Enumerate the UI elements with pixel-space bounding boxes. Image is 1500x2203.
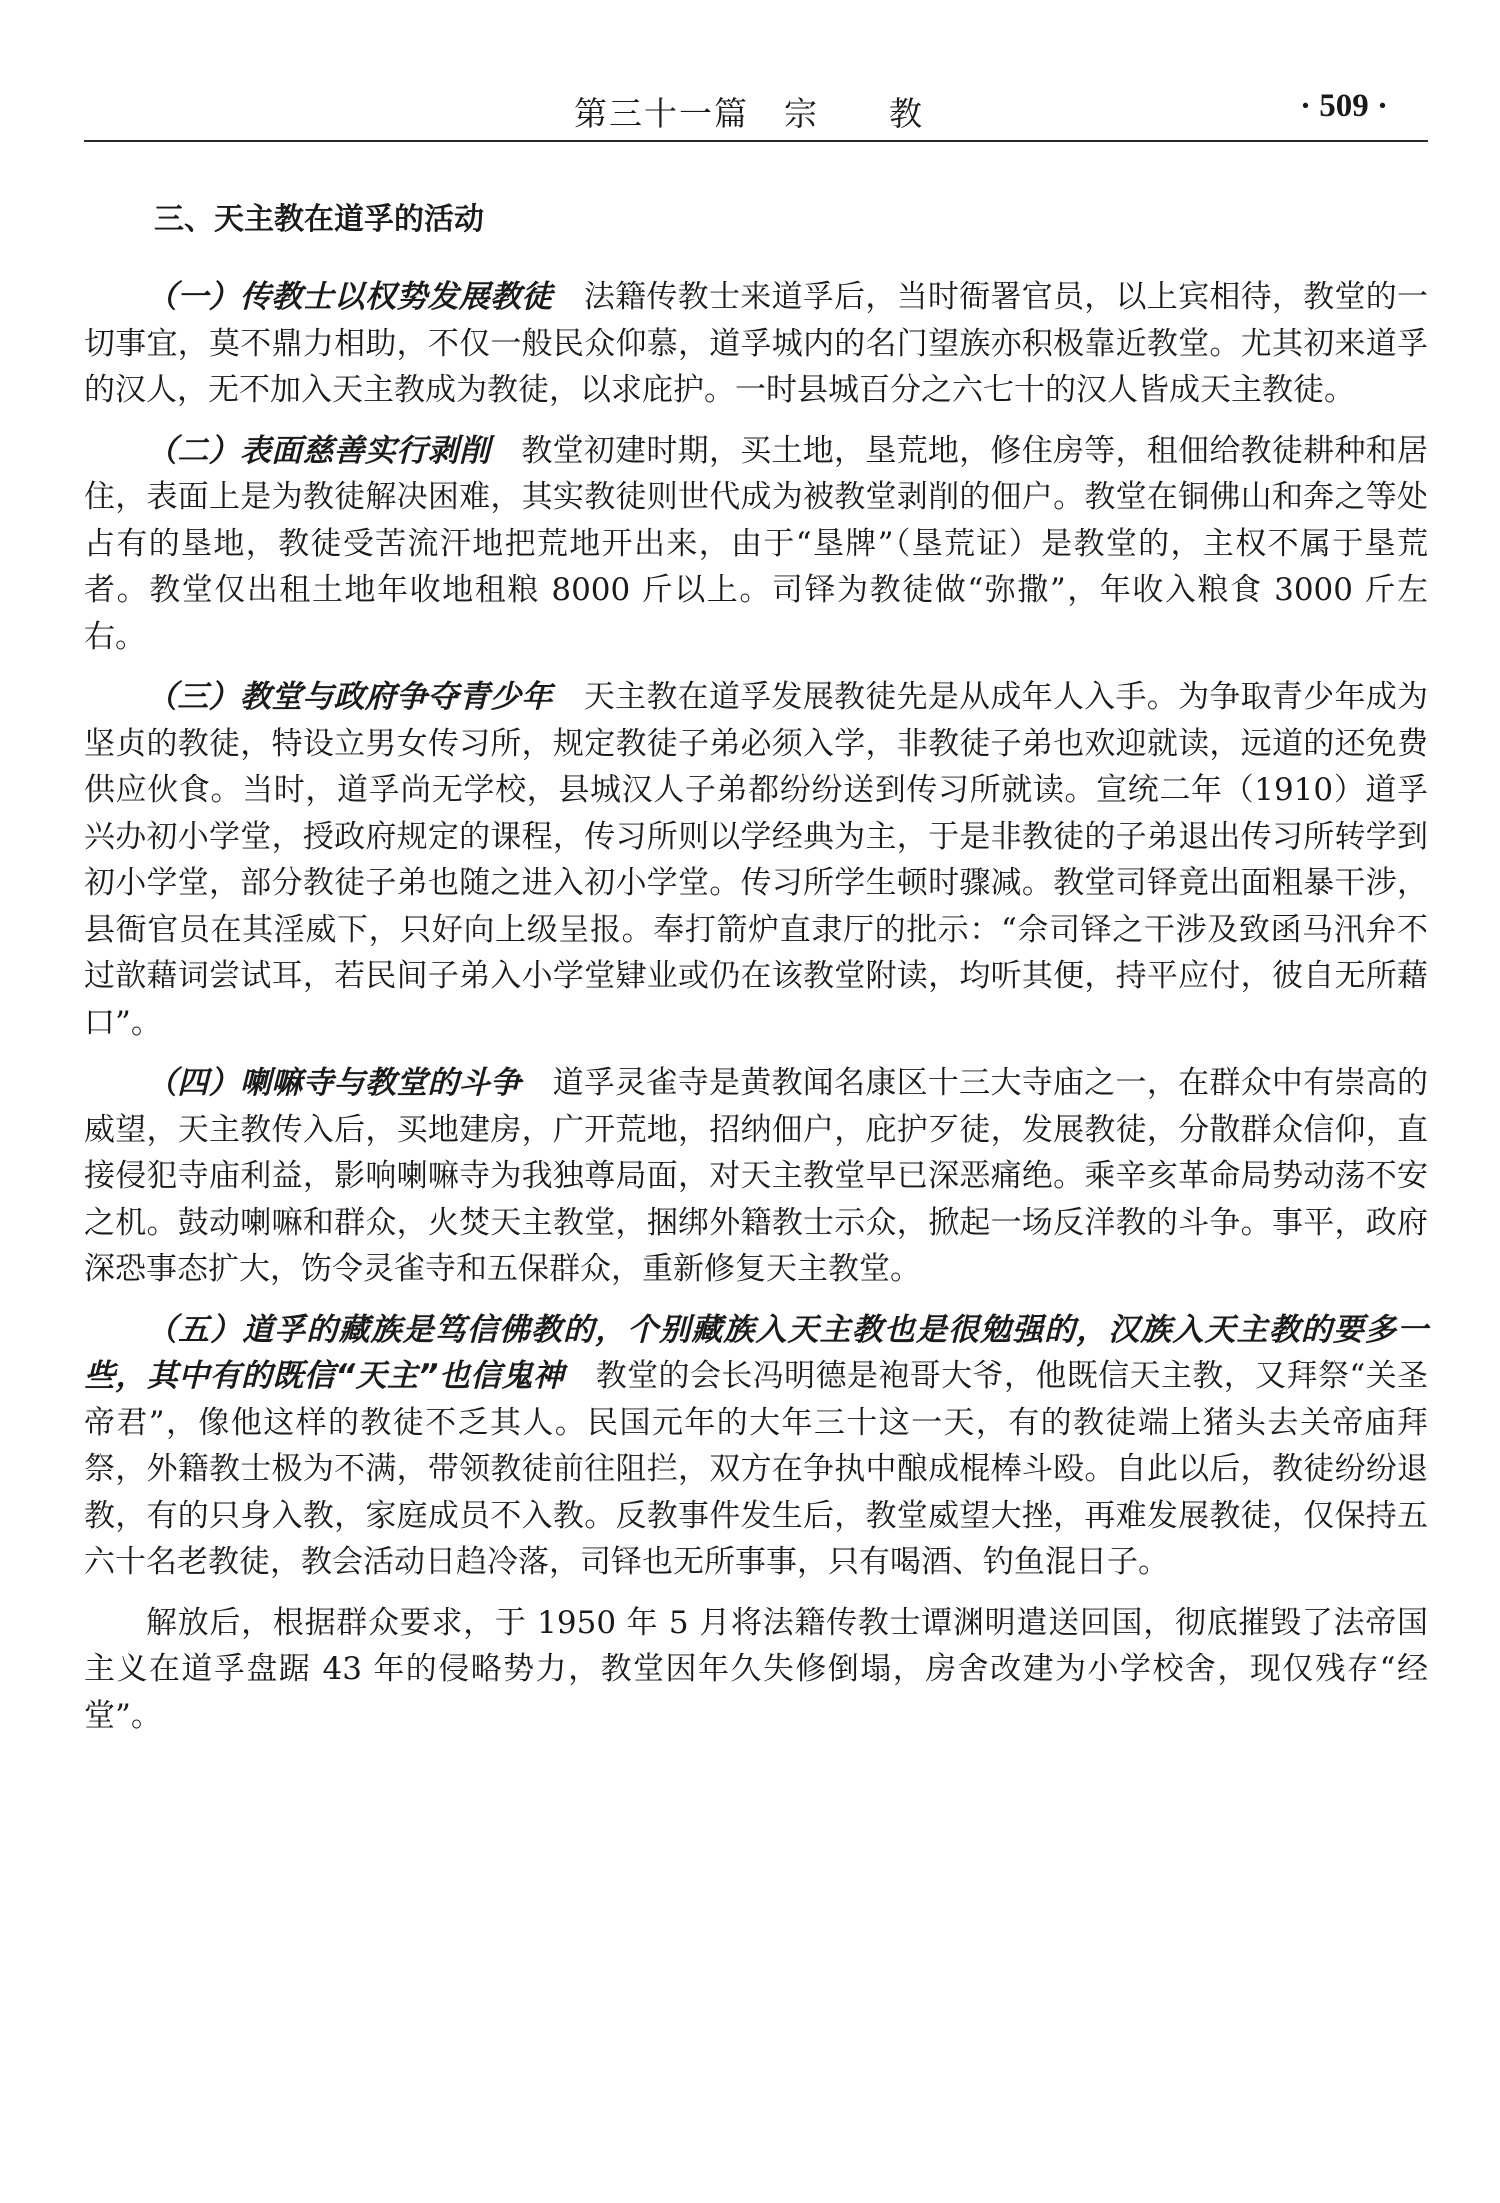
- chapter-title: 第三十一篇 宗 教: [574, 94, 924, 133]
- paragraph-2: [84, 428, 1428, 661]
- paragraph-3: [84, 674, 1428, 1046]
- page-number: · 509 ·: [1299, 88, 1388, 124]
- paragraph-4: [84, 1060, 1428, 1293]
- paragraph-lead: （四）喇嘛寺与教堂的斗争: [146, 1065, 522, 1101]
- section-heading: 三、天主教在道孚的活动: [154, 202, 484, 237]
- paragraph-lead: （三）教堂与政府争夺青少年: [146, 679, 553, 715]
- paragraph-body: 道孚灵雀寺是黄教闻名康区十三大寺庙之一，在群众中有崇高的威望，天主教传入后，买地建房，广开荒地，招纳佃户，庇护歹徒，发展教徒，分散群众信仰，直接侵犯寺庙利益，影响喇嘛寺为我独尊局面，对天主教堂早已深恶痛绝。乘辛亥革命局势动荡不安之机。鼓动喇嘛和群众，火焚天主教堂，捆绑外籍教士示众，掀起一场反洋教的斗争。事平，政府深恐事态扩大，饬令灵雀寺和五保群众，重新修复天主教堂。: [84, 1065, 1429, 1287]
- main-content: [84, 190, 1428, 1753]
- paragraph-body: 法籍传教士来道孚后，当时衙署官员，以上宾相待，教堂的一切事宜，莫不鼎力相助，不仅一般民众仰慕，道孚城内的名门望族亦积极靠近教堂。尤其初来道孚的汉人，无不加入天主教成为教徒，以求庇护。一时县城百分之六七十的汉人皆成天主教徒。: [84, 279, 1429, 408]
- page-header: [84, 84, 1428, 142]
- paragraph-body: 天主教在道孚发展教徒先是从成年人入手。为争取青少年成为坚贞的教徒，特设立男女传习所，规定教徒子弟必须入学，非教徒子弟也欢迎就读，远道的还免费供应伙食。当时，道孚尚无学校，县城汉人子弟都纷纷送到传习所就读。宣统二年（1910）道孚兴办初小学堂，授政府规定的课程，传习所则以学经典为主，于是非教徒的子弟退出传习所转学到初小学堂，部分教徒子弟也随之进入初小学堂。传习所学生顿时骤减。教堂司铎竟出面粗暴干涉，县衙官员在其淫威下，只好向上级呈报。奉打箭炉直隶厅的批示：“佘司铎之干涉及致函马汛弁不过歆藉词尝试耳，若民间子弟入小学堂肄业或仍在该教堂附读，均听其便，持平应付，彼自无所藉口”。: [84, 679, 1429, 1041]
- paragraph-lead: （一）传教士以权势发展教徒: [146, 279, 553, 315]
- paragraph-1: [84, 274, 1428, 414]
- paragraph-6: [84, 1600, 1428, 1740]
- paragraph-body: 教堂的会长冯明德是袍哥大爷，他既信天主教，又拜祭“关圣帝君”，像他这样的教徒不乏其人。民国元年的大年三十这一天，有的教徒端上猪头去关帝庙拜祭，外籍教士极为不满，带领教徒前往阻拦，双方在争执中酿成棍棒斗殴。自此以后，教徒纷纷退教，有的只身入教，家庭成员不入教。反教事件发生后，教堂威望大挫，再难发展教徒，仅保持五六十名老教徒，教会活动日趋冷落，司铎也无所事事，只有喝酒、钓鱼混日子。: [84, 1358, 1428, 1580]
- paragraph-body: 教堂初建时期，买土地，垦荒地，修住房等，租佃给教徒耕种和居住，表面上是为教徒解决困难，其实教徒则世代成为被教堂剥削的佃户。教堂在铜佛山和奔之等处占有的垦地，教徒受苦流汗地把荒地开出来，由于“垦牌”（垦荒证）是教堂的，主权不属于垦荒者。教堂仅出租土地年收地租粮 8000 斤以上。司铎为教徒做“弥撒”，年收入粮食 3000 斤左右。: [84, 432, 1429, 655]
- paragraph-body: 解放后，根据群众要求，于 1950 年 5 月将法籍传教士谭渊明遣送回国，彻底摧毁了法帝国主义在道孚盘踞 43 年的侵略势力，教堂因年久失修倒塌，房舍改建为小学校舍，现仅残存“经堂”。: [84, 1604, 1428, 1734]
- paragraph-lead: （二）表面慈善实行剥削: [146, 432, 491, 469]
- paragraph-lead: （五）道孚的藏族是笃信佛教的，个别藏族入天主教也是很勉强的，汉族入天主教的要多一些，其中有的既信“天主”也信鬼神: [84, 1311, 1428, 1394]
- paragraph-5: [84, 1307, 1428, 1586]
